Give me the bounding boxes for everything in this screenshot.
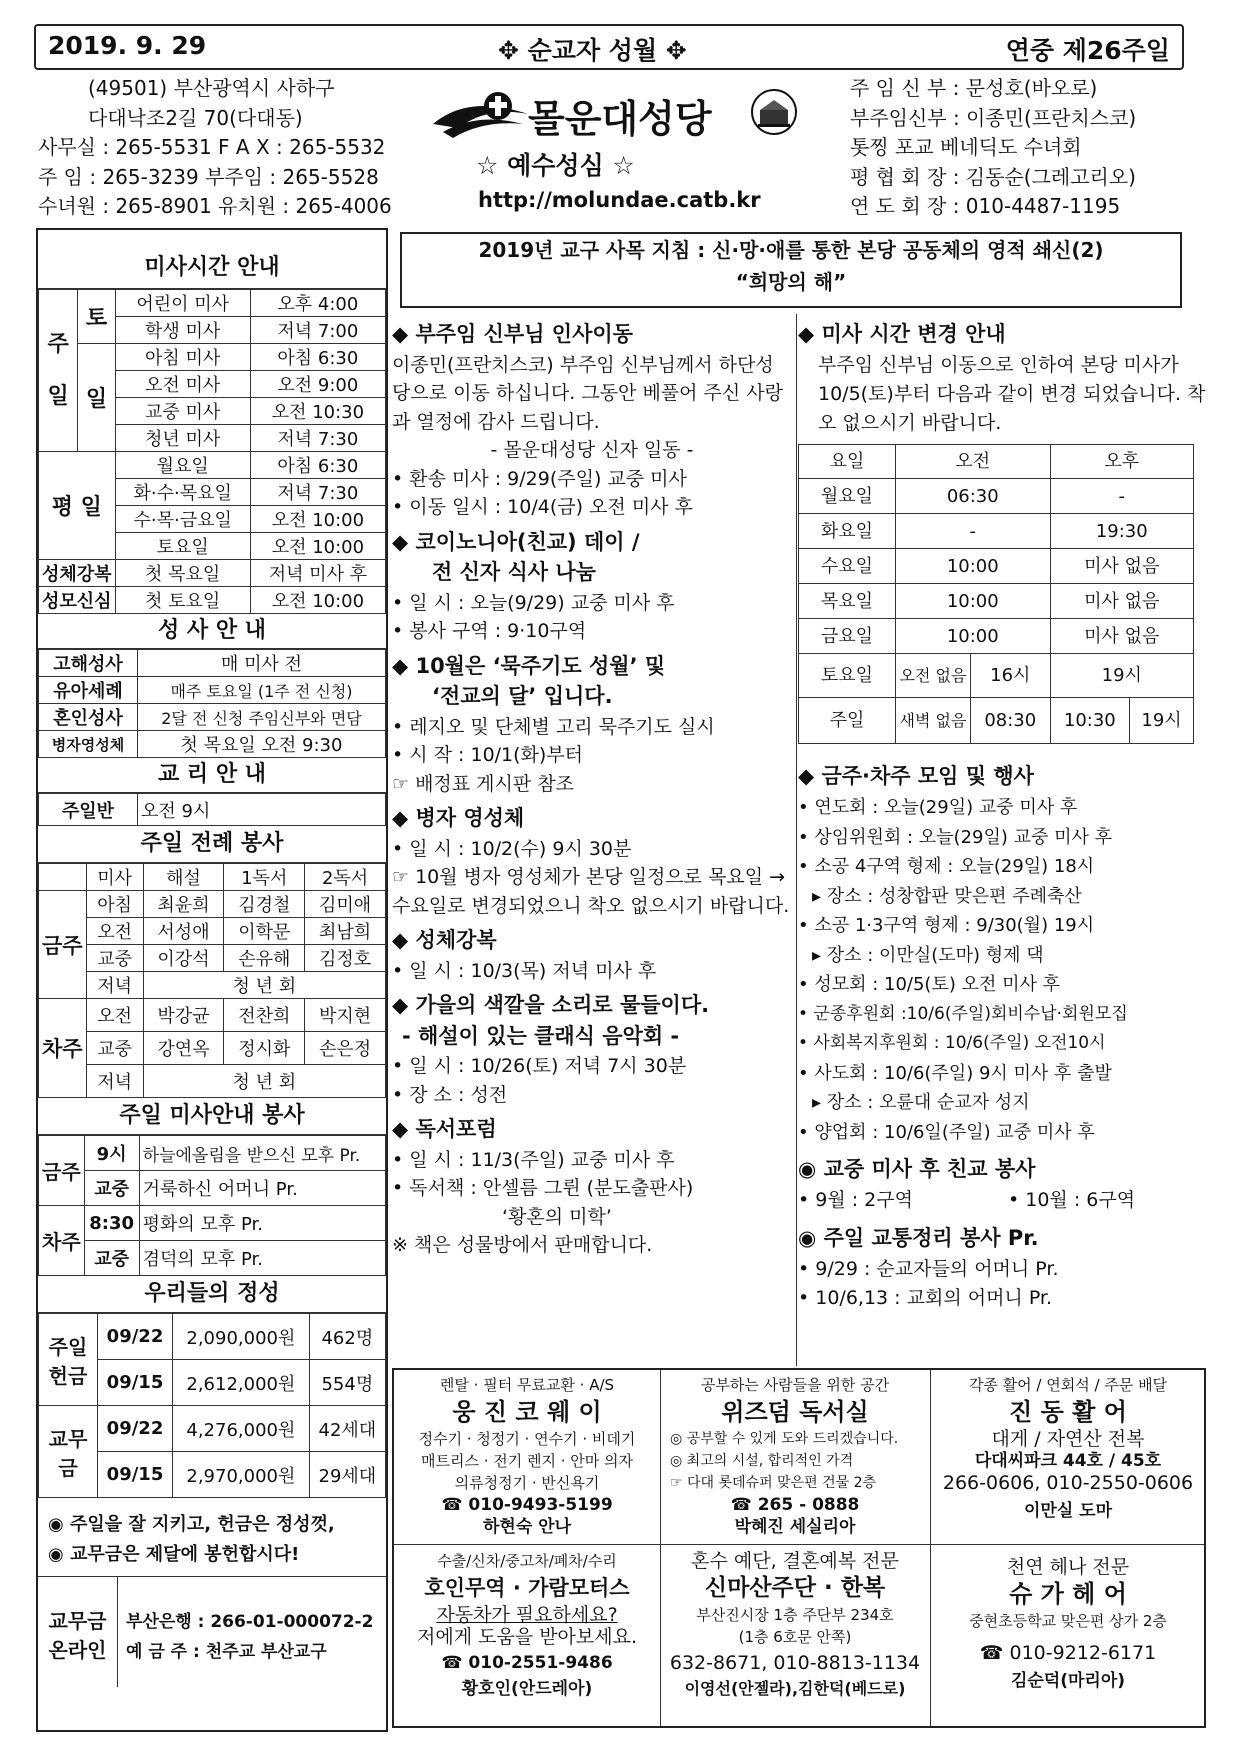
offering-date: 09/15 <box>98 1360 173 1406</box>
rosary-item: • 시 작 : 10/1(화)부터 <box>392 744 584 766</box>
schedule-am: 06:30 <box>896 479 1051 514</box>
liturgy-cell: 오전 <box>86 918 143 945</box>
mass-time: 아침 6:30 <box>250 452 385 479</box>
guideline-line: “희망의 해” <box>735 270 847 294</box>
ad-phone: ☎ 010-2551-9486 <box>441 1653 613 1673</box>
church-logo-area <box>428 84 828 214</box>
sick-communion-title: ◆ 병자 영성체 <box>392 806 525 830</box>
traffic-title: ◉ 주일 교통정리 봉사 Pr. <box>798 1226 1039 1250</box>
schedule-head: 오후 <box>1050 445 1193 479</box>
fellowship-item: • 9월 : 2구역 <box>798 1189 913 1211</box>
ad-tagline: 수출/신차/중고차/폐차/수리 <box>437 1552 617 1570</box>
guide-group: 겸덕의 모후 Pr. <box>139 1241 385 1276</box>
event-item: • 상임위원회 : 오늘(29일) 교중 미사 후 <box>798 826 1113 848</box>
offering-count: 29세대 <box>309 1452 385 1498</box>
ad-tagline: 천연 헤나 전문 <box>1006 1556 1130 1578</box>
schedule-am: - <box>896 514 1051 549</box>
schedule-pm: 미사 없음 <box>1050 549 1193 584</box>
liturgy-cell: 김미애 <box>305 891 386 918</box>
mass-time: 오전 10:00 <box>250 506 385 533</box>
ad-line: 부산진시장 1층 주단부 234호 <box>696 1606 894 1624</box>
event-item: • 군종후원회 :10/6(주일)회비수납·회원모집 <box>798 1003 1128 1024</box>
pastor: 주 임 신 부 : 문성호(바오로) <box>850 76 1098 100</box>
guide-mass: 교중 <box>84 1171 139 1206</box>
catechism-title: 교 리 안 내 <box>38 758 386 793</box>
rosary-title: ◆ 10월은 ‘묵주기도 성월’ 및 <box>392 653 666 678</box>
top-bar <box>34 24 1184 70</box>
mass-name: 화·수·목요일 <box>115 479 250 506</box>
schedule-pm: - <box>1050 479 1193 514</box>
adoration-day: 첫 목요일 <box>115 560 250 587</box>
schedule-day: 월요일 <box>799 479 896 514</box>
ad-line: 대게 / 자연산 전복 <box>991 1428 1145 1450</box>
schedule-column <box>798 314 1206 1313</box>
ad-divider <box>660 1370 661 1726</box>
adoration-title: ◆ 성체강복 <box>392 928 497 952</box>
transfer-item: • 이동 일시 : 10/4(금) 오전 미사 후 <box>392 496 693 518</box>
ad-phone: ☎ 265 - 0888 <box>730 1495 860 1515</box>
sacrament-info: 첫 목요일 오전 9:30 <box>138 731 386 758</box>
offering-amount: 2,090,000원 <box>173 1314 310 1360</box>
events-title: ◆ 금주·차주 모임 및 행사 <box>798 764 1034 788</box>
mass-name: 아침 미사 <box>115 344 250 371</box>
liturgy-cell: 청 년 회 <box>143 972 385 999</box>
mass-name: 월요일 <box>115 452 250 479</box>
schedule-head: 요일 <box>799 445 896 479</box>
liturgy-cell: 정시화 <box>224 1032 305 1065</box>
transfer-item: • 환송 미사 : 9/29(주일) 교중 미사 <box>392 467 687 490</box>
marian-day: 첫 토요일 <box>115 587 250 614</box>
sacrament-name: 고해성사 <box>39 650 138 677</box>
schedule-day: 목요일 <box>799 584 896 619</box>
schedule-day: 수요일 <box>799 549 896 584</box>
left-column <box>36 228 388 1732</box>
ad-divider <box>394 1544 1204 1545</box>
this-week-label: 금주 <box>39 891 87 999</box>
schedule-slot: 19시 <box>1050 654 1193 698</box>
koinonia-title: 전 신자 식사 나눔 <box>432 560 596 584</box>
ad-contact: 박혜진 세실리아 <box>734 1517 856 1537</box>
sick-communion-item: ☞ 10월 병자 영성체가 본당 일정으로 목요일 → 수요일로 변경되었으니 착오 없으시기 바랍니다. <box>392 866 790 917</box>
offering-amount: 2,612,000원 <box>173 1360 310 1406</box>
ad-line: 매트리스 · 전기 렌지 · 안마 의자 <box>420 1452 634 1470</box>
liturgy-cell: 최남희 <box>305 918 386 945</box>
adoration-item: • 일 시 : 10/3(목) 저녁 미사 후 <box>392 959 657 982</box>
concert-item: • 장 소 : 성전 <box>392 1083 508 1106</box>
liturgy-table <box>38 863 386 1098</box>
sacrament-name: 병자영성체 <box>39 731 138 758</box>
liturgy-head: 1독서 <box>224 864 305 891</box>
marian-label: 성모신심 <box>39 587 116 614</box>
ad-title: 웅 진 코 웨 이 <box>452 1398 602 1426</box>
month-title: ✥ 순교자 성월 ✥ <box>498 36 687 65</box>
offering-amount: 4,276,000원 <box>173 1406 310 1452</box>
parish-motto: ☆ 예수성심 ☆ <box>476 151 635 180</box>
adoration-label: 성체강복 <box>39 560 116 587</box>
offering-note: ◉ 주일을 잘 지키고, 헌금은 정성껏, <box>48 1514 335 1535</box>
online-dues <box>38 1577 386 1687</box>
event-item: • 소공 1·3구역 형제 : 9/30(월) 19시 <box>798 915 1095 936</box>
offering-date: 09/15 <box>98 1452 173 1498</box>
mass-time: 저녁 7:00 <box>250 317 385 344</box>
guide-group: 거룩하신 어머니 Pr. <box>139 1171 385 1206</box>
parish-dues-label: 교무금 <box>39 1406 98 1498</box>
schedule-day: 금요일 <box>799 619 896 654</box>
event-item: ▸ 장소 : 오륜대 순교자 성지 <box>812 1092 1030 1113</box>
ad-contact: 하현숙 안나 <box>482 1517 572 1537</box>
address-line: (49501) 부산광역시 사하구 <box>88 76 335 100</box>
mass-time: 오전 10:00 <box>250 533 385 560</box>
council-president: 평 협 회 장 : 김동순(그레고리오) <box>850 164 1136 189</box>
schedule-head: 오전 <box>896 445 1051 479</box>
event-item: • 연도회 : 오늘(29일) 교중 미사 후 <box>798 797 1078 818</box>
fellowship-title: ◉ 교중 미사 후 친교 봉사 <box>798 1157 1036 1181</box>
mass-time: 오후 4:00 <box>250 290 385 317</box>
schedule-am: 10:00 <box>896 619 1051 654</box>
ad-line: 의류청정기 · 반신욕기 <box>454 1474 600 1492</box>
liturgy-cell: 오전 <box>86 999 143 1032</box>
ad-line: ☞ 다대 롯데슈퍼 맞은편 건물 2층 <box>670 1475 876 1491</box>
liturgy-cell: 박강균 <box>143 999 224 1032</box>
ad-hanbok <box>662 1550 928 1700</box>
liturgy-head: 해설 <box>143 864 224 891</box>
online-dues-label: 교무금 온라인 <box>38 1577 118 1687</box>
offering-amount: 2,970,000원 <box>173 1452 310 1498</box>
adoration-time: 저녁 미사 후 <box>250 560 385 587</box>
liturgy-cell: 저녁 <box>86 1065 143 1098</box>
contact-info <box>38 74 418 222</box>
schedule-day: 화요일 <box>799 514 896 549</box>
concert-item: • 일 시 : 10/26(토) 저녁 7시 30분 <box>392 1055 687 1077</box>
liturgy-cell: 청 년 회 <box>143 1065 385 1098</box>
guide-mass: 8:30 <box>84 1206 139 1241</box>
catechism-class: 주일반 <box>39 794 138 826</box>
schedule-pm: 미사 없음 <box>1050 584 1193 619</box>
mass-name: 수·목·금요일 <box>115 506 250 533</box>
ad-tagline: 혼수 예단, 결혼예복 전문 <box>691 1550 899 1572</box>
this-week-label: 금주 <box>39 1136 85 1206</box>
ad-tagline: 각종 활어 / 연회석 / 주문 배달 <box>968 1376 1168 1394</box>
schedule-pm: 미사 없음 <box>1050 619 1193 654</box>
book-forum-item: • 일 시 : 11/3(주일) 교중 미사 후 <box>392 1148 675 1171</box>
event-item: • 양업회 : 10/6일(주일) 교중 미사 후 <box>798 1121 1095 1143</box>
next-week-label: 차주 <box>39 999 87 1098</box>
schedule-slot: 10:30 <box>1050 698 1130 744</box>
mass-time: 오전 10:30 <box>250 398 385 425</box>
liturgy-cell: 이강석 <box>143 945 224 972</box>
sacrament-info: 매 미사 전 <box>138 650 386 677</box>
ad-phone: 632-8671, 010-8813-1134 <box>669 1652 921 1674</box>
offering-date: 09/22 <box>98 1314 173 1360</box>
guide-group: 하늘에올림을 받으신 모후 Pr. <box>139 1136 385 1171</box>
concert-title: ◆ 가을의 색깔을 소리로 물들이다. <box>392 993 710 1017</box>
ad-phone: ☎ 010-9493-5199 <box>441 1495 613 1515</box>
ad-tagline: 공부하는 사람들을 위한 공간 <box>700 1376 890 1394</box>
book-note: ※ 책은 성물방에서 판매합니다. <box>392 1234 653 1256</box>
ad-title: 위즈덤 독서실 <box>721 1398 869 1426</box>
transfer-body: 이종민(프란치스코) 부주임 신부님께서 하단성당으로 이동 하십니다. 그동안 베풀어 주신 사랑과 열정에 감사 드립니다. <box>392 353 784 433</box>
ad-line: ◎ 공부할 수 있게 도와 드리겠습니다. <box>670 1431 899 1447</box>
schedule-am: 10:00 <box>896 584 1051 619</box>
bank-info <box>126 1607 373 1667</box>
liturgy-cell: 서성애 <box>143 918 224 945</box>
sacraments-title: 성 사 안 내 <box>38 614 386 649</box>
ad-line: 중현초등학교 맞은편 상가 2층 <box>969 1612 1167 1630</box>
church-name: 몰운대성당 <box>528 97 712 141</box>
liturgy-head: 미사 <box>86 864 143 891</box>
sacrament-info: 2달 전 신청 주임신부와 면담 <box>138 704 386 731</box>
guide-title: 주일 미사안내 봉사 <box>38 1098 386 1135</box>
event-item: • 성모회 : 10/5(토) 오전 미사 후 <box>798 974 1060 995</box>
event-item: • 소공 4구역 형제 : 오늘(29일) 18시 <box>798 856 1095 877</box>
ad-line: 정수기 · 청정기 · 연수기 · 비데기 <box>418 1430 636 1448</box>
liturgy-cell: 김경철 <box>224 891 305 918</box>
guideline-line: 2019년 교구 사목 지침 : 신·망·애를 통한 본당 공동체의 영적 쇄신(2) <box>478 238 1104 262</box>
ad-hair <box>932 1556 1204 1692</box>
book-forum-item: • 독서책 : 안셀름 그륀 (분도출판사) <box>392 1177 694 1199</box>
ad-tagline: 렌탈 · 필터 무료교환 · A/S <box>439 1376 615 1394</box>
weekday-label: 평 일 <box>39 452 116 560</box>
traffic-item: • 9/29 : 순교자들의 어머니 Pr. <box>798 1258 1059 1280</box>
schedule-slot: 16시 <box>971 654 1051 698</box>
ad-fish <box>932 1374 1204 1522</box>
liturgy-cell: 최윤희 <box>143 891 224 918</box>
liturgy-cell: 전찬희 <box>224 999 305 1032</box>
liturgy-cell: 교중 <box>86 945 143 972</box>
ads-grid <box>392 1368 1206 1728</box>
liturgy-cell: 교중 <box>86 1032 143 1065</box>
mass-name: 교중 미사 <box>115 398 250 425</box>
ad-line: ◎ 최고의 시설, 합리적인 가격 <box>670 1453 854 1469</box>
new-mass-table <box>798 444 1194 744</box>
ad-wisdom <box>662 1374 928 1538</box>
ad-title: 진 동 활 어 <box>1009 1398 1127 1426</box>
rosary-title: ‘전교의 달’ 입니다. <box>432 684 613 708</box>
church-logo-icon <box>428 84 538 140</box>
sacrament-info: 매주 토요일 (1주 전 신청) <box>138 677 386 704</box>
office-phone: 사무실 : 265-5531 F A X : 265-5532 <box>38 135 386 159</box>
book-title: ‘황혼의 미학’ <box>502 1205 612 1228</box>
liturgy-cell: 저녁 <box>86 972 143 999</box>
mass-name: 오전 미사 <box>115 371 250 398</box>
liturgy-title: 주일 전례 봉사 <box>38 826 386 863</box>
sick-communion-item: • 일 시 : 10/2(수) 9시 30분 <box>392 837 632 860</box>
ad-line: 저에게 도움을 받아보세요. <box>416 1626 637 1648</box>
pastoral-guideline <box>400 232 1182 308</box>
mass-time: 저녁 7:30 <box>250 479 385 506</box>
offering-title: 우리들의 정성 <box>38 1276 386 1313</box>
ad-contact: 황호인(안드레아) <box>461 1679 593 1699</box>
offering-count: 42세대 <box>309 1406 385 1452</box>
next-week-label: 차주 <box>39 1206 85 1276</box>
schedule-slot: 새벽 없음 <box>896 698 971 744</box>
liturgy-cell: 손은정 <box>305 1032 386 1065</box>
ad-line: 자동차가 필요하세요? <box>436 1604 618 1626</box>
sacraments-table <box>38 649 386 758</box>
bulletin-date: 2019. 9. 29 <box>48 31 207 60</box>
schedule-change-body: 부주임 신부님 이동으로 인하여 본당 미사가 10/5(토)부터 다음과 같이 변경 되었습니다. 착오 없으시기 바랍니다. <box>818 354 1206 434</box>
liturgy-cell: 강연옥 <box>143 1032 224 1065</box>
sunday-day-label: 일 <box>78 344 115 452</box>
mass-time: 저녁 7:30 <box>250 425 385 452</box>
offering-count: 554명 <box>309 1360 385 1406</box>
event-item: • 사도회 : 10/6(주일) 9시 미사 후 출발 <box>798 1062 1112 1084</box>
concert-subtitle: - 해설이 있는 클래식 음악회 - <box>402 1023 680 1048</box>
event-item: ▸ 장소 : 이만실(도마) 형제 댁 <box>812 944 1044 966</box>
offering-date: 09/22 <box>98 1406 173 1452</box>
schedule-pm: 19:30 <box>1050 514 1193 549</box>
sacrament-name: 혼인성사 <box>39 704 138 731</box>
ad-line: 다대씨파크 44호 / 45호 <box>974 1451 1162 1471</box>
schedule-day: 주일 <box>799 698 896 744</box>
mass-name: 학생 미사 <box>115 317 250 344</box>
ad-contact: 김순덕(마리아) <box>1010 1671 1126 1691</box>
priest-phone: 주 임 : 265-3239 부주임 : 265-5528 <box>38 164 379 189</box>
ad-line: (1층 6호문 안쪽) <box>738 1628 852 1646</box>
parish-url[interactable]: http://molundae.catb.kr <box>478 188 761 212</box>
ad-phone: ☎ 010-9212-6171 <box>979 1642 1157 1664</box>
liturgy-cell: 박지현 <box>305 999 386 1032</box>
liturgy-cell: 이학문 <box>224 918 305 945</box>
ad-contact: 이영선(안젤라),김한덕(베드로) <box>684 1679 906 1698</box>
offering-note: ◉ 교무금은 제달에 봉헌합시다! <box>48 1544 300 1565</box>
event-item: • 사회복지후원회 : 10/6(주일) 오전10시 <box>798 1033 1106 1053</box>
ad-motors <box>394 1550 660 1700</box>
offering-count: 462명 <box>309 1314 385 1360</box>
schedule-slot: 오전 없음 <box>896 654 971 698</box>
rosary-item: ☞ 배정표 게시판 참조 <box>392 772 574 795</box>
mass-time: 아침 6:30 <box>250 344 385 371</box>
traffic-item: • 10/6,13 : 교회의 어머니 Pr. <box>798 1287 1053 1309</box>
column-divider <box>796 314 797 1366</box>
news-column <box>392 314 792 1260</box>
ad-contact: 이만실 도마 <box>1023 1501 1113 1521</box>
ad-line: 266-0606, 010-2550-0606 <box>942 1472 1194 1494</box>
ad-title: 호인무역 · 가람모터스 <box>424 1576 630 1600</box>
account-holder: 예 금 주 : 천주교 부산교구 <box>126 1642 327 1662</box>
catechism-table <box>38 793 386 826</box>
guide-table <box>38 1135 386 1276</box>
catechism-time: 오전 9시 <box>138 794 386 826</box>
liturgy-cell: 아침 <box>86 891 143 918</box>
clergy-info <box>850 74 1230 222</box>
schedule-day: 토요일 <box>799 654 896 698</box>
offering-notes <box>38 1498 386 1577</box>
mass-name: 어린이 미사 <box>115 290 250 317</box>
event-item: ▸ 장소 : 성창합판 맞은편 주례축산 <box>812 885 1082 907</box>
schedule-am: 10:00 <box>896 549 1051 584</box>
ad-coway <box>394 1374 660 1538</box>
transfer-title: ◆ 부주임 신부님 인사이동 <box>392 322 633 346</box>
koinonia-item: • 일 시 : 오늘(9/29) 교중 미사 후 <box>392 591 675 614</box>
offering-table <box>38 1313 386 1498</box>
mass-times-table <box>38 289 386 614</box>
mass-name: 토요일 <box>115 533 250 560</box>
elders-president: 연 도 회 장 : 010-4487-1195 <box>850 194 1121 218</box>
liturgy-cell: 김정호 <box>305 945 386 972</box>
convent: 톳찡 포교 베네딕도 수녀회 <box>850 135 1082 159</box>
koinonia-item: • 봉사 구역 : 9·10구역 <box>392 620 587 642</box>
guide-mass: 9시 <box>84 1136 139 1171</box>
fellowship-item: • 10월 : 6구역 <box>1008 1189 1136 1211</box>
sunday-offering-label: 주일 헌금 <box>39 1314 98 1406</box>
sacrament-name: 유아세례 <box>39 677 138 704</box>
ad-title: 슈 가 헤 어 <box>1009 1580 1127 1608</box>
church-building-icon <box>750 88 798 136</box>
mass-name: 청년 미사 <box>115 425 250 452</box>
liturgy-cell: 손유해 <box>224 945 305 972</box>
guide-group: 평화의 모후 Pr. <box>139 1206 385 1241</box>
bank-account: 부산은행 : 266-01-000072-2 <box>126 1612 374 1632</box>
events-list <box>798 793 1206 1147</box>
transfer-sign: - 몰운대성당 신자 일동 - <box>490 439 694 461</box>
convent-phone: 수녀원 : 265-8901 유치원 : 265-4006 <box>38 194 392 218</box>
sunday-label: 주 일 <box>39 290 78 452</box>
mass-times-title: 미사시간 안내 <box>38 248 386 289</box>
schedule-change-title: ◆ 미사 시간 변경 안내 <box>798 322 1006 346</box>
mass-time: 오전 9:00 <box>250 371 385 398</box>
address-line: 다대낙조2길 70(다대동) <box>88 105 303 130</box>
liturgical-week: 연중 제26주일 <box>1005 36 1170 65</box>
marian-time: 오전 10:00 <box>250 587 385 614</box>
book-forum-title: ◆ 독서포럼 <box>392 1117 497 1141</box>
rosary-item: • 레지오 및 단체별 고리 묵주기도 실시 <box>392 715 715 738</box>
ad-divider <box>930 1370 931 1726</box>
ad-title: 신마산주단 · 한복 <box>704 1575 886 1601</box>
schedule-slot: 19시 <box>1130 698 1194 744</box>
liturgy-head: 2독서 <box>305 864 386 891</box>
fellowship-list <box>798 1186 1206 1216</box>
guide-mass: 교중 <box>84 1241 139 1276</box>
schedule-slot: 08:30 <box>971 698 1051 744</box>
saturday-label: 토 <box>78 290 115 344</box>
assistant-priest: 부주임신부 : 이종민(프란치스코) <box>850 105 1137 130</box>
koinonia-title: ◆ 코이노니아(친교) 데이 / <box>392 529 640 554</box>
